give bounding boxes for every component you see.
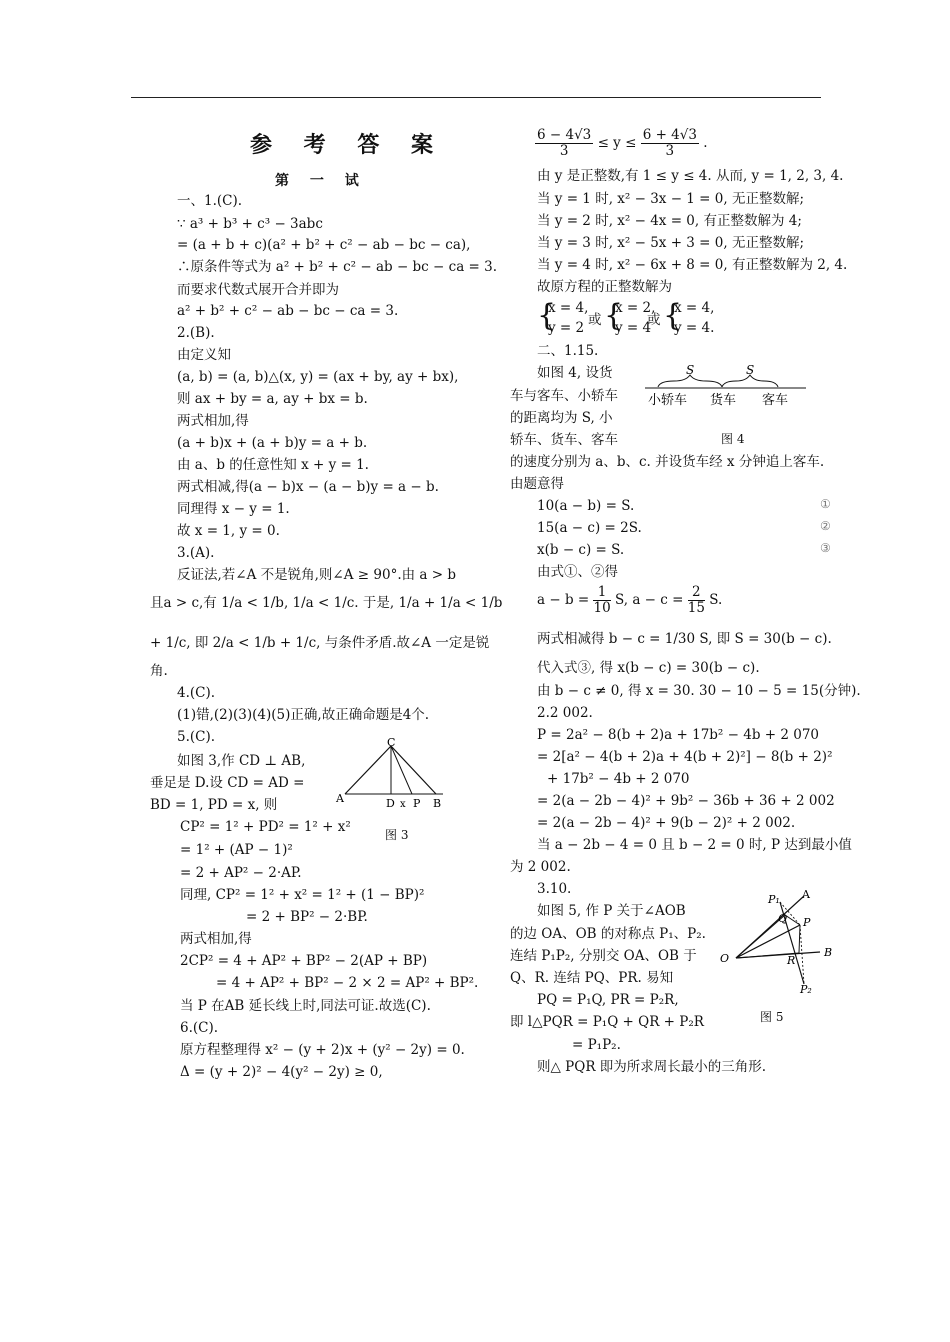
text-line: + 1/c, 即 2/a < 1/b + 1/c, 与条件矛盾.故∠A 一定是锐 (150, 635, 490, 651)
text-line: = 2(a − 2b − 4)² + 9(b − 2)² + 2 002. (537, 815, 796, 831)
text-line: 两式相减得 b − c = 1/30 S, 即 S = 30(b − c). (537, 631, 832, 647)
fig5-label: P₂ (800, 983, 812, 996)
text-line: 由式①、②得 (537, 564, 618, 580)
fig3-caption: 图 3 (385, 828, 409, 842)
ineq-middle: ≤ y ≤ (597, 135, 637, 151)
text-line: 故原方程的正整数解为 (537, 279, 672, 295)
frac-denominator: 10 (593, 600, 611, 616)
text-line: 代入式③, 得 x(b − c) = 30(b − c). (537, 660, 760, 676)
fig4-label: 客车 (762, 393, 789, 408)
text-line: x(b − c) = S. (537, 542, 625, 558)
text-line: 反证法,若∠A 不是锐角,则∠A ≥ 90°.由 a > b (177, 567, 456, 583)
text-line: 如图 4, 设货 (537, 365, 613, 381)
text-line: 6.(C). (180, 1020, 219, 1036)
text-line: 则 ax + by = a, ay + bx = b. (177, 391, 368, 407)
text-line: 由 b − c ≠ 0, 得 x = 30. 30 − 10 − 5 = 15(分钟). (537, 683, 861, 699)
fig3-label: D (386, 797, 395, 810)
text-line: 当 y = 4 时, x² − 6x + 8 = 0, 有正整数解为 2, 4. (537, 257, 848, 273)
ineq-upper-numerator: 6 + 4√3 (642, 127, 697, 143)
text-line: 且a > c,有 1/a < 1/b, 1/a < 1/c. 于是, 1/a + 1/a < 1/b (150, 595, 503, 611)
frac-line-mid: S, a − c = (614, 592, 684, 608)
text-line: Δ = (y + 2)² − 4(y² − 2y) ≥ 0, (180, 1064, 383, 1080)
fig3-label: B (433, 797, 442, 810)
frac-line-tail: S. (709, 592, 723, 608)
system-line: y = 4 (615, 320, 652, 336)
text-line: 如图 5, 作 P 关于∠AOB (537, 903, 686, 919)
fig5-label: Q (778, 912, 788, 925)
text-line: = 1² + (AP − 1)² (180, 842, 293, 858)
fig5-label: B (824, 946, 833, 959)
system-line: y = 2 (548, 320, 585, 336)
text-line: 4.(C). (177, 685, 216, 701)
ineq-tail: . (703, 135, 708, 151)
system-or: 或 (588, 312, 602, 328)
text-line: 同理, CP² = 1² + x² = 1² + (1 − BP)² (180, 887, 425, 903)
text-line: a² + b² + c² − ab − bc − ca = 3. (177, 303, 399, 319)
text-line: 由 a、b 的任意性知 x + y = 1. (177, 457, 369, 473)
text-line: 两式相加,得 (177, 413, 249, 429)
fig4-label: 小轿车 (648, 393, 688, 408)
header-rule (131, 97, 821, 98)
text-line: 当 y = 2 时, x² − 4x = 0, 有正整数解为 4; (537, 213, 802, 229)
equation-number: ③ (820, 541, 831, 555)
brace-icon: { (663, 298, 683, 333)
inequality-line (535, 128, 708, 159)
text-line: PQ = P₁Q, PR = P₂R, (537, 992, 679, 1008)
fig3-label: x (400, 799, 406, 810)
text-line: 2.2 002. (537, 705, 593, 721)
text-line: 当 y = 1 时, x² − 3x − 1 = 0, 无正整数解; (537, 191, 804, 207)
text-line: 3.10. (537, 881, 572, 897)
text-line: (a, b) = (a, b)△(x, y) = (ax + by, ay + bx), (177, 369, 459, 385)
text-line: ∴原条件等式为 a² + b² + c² − ab − bc − ca = 3. (177, 259, 498, 275)
text-line: = 2(a − 2b − 4)² + 9b² − 36b + 36 + 2 002 (537, 793, 835, 809)
text-line: (a + b)x + (a + b)y = a + b. (177, 435, 368, 451)
text-line: 2.(B). (177, 325, 215, 341)
text-line: 原方程整理得 x² − (y + 2)x + (y² − 2y) = 0. (180, 1042, 465, 1058)
text-line: 15(a − c) = 2S. (537, 520, 642, 536)
text-line: = 2 + AP² − 2·AP. (180, 865, 302, 881)
system-line: x = 4, (548, 300, 589, 316)
text-line: 3.(A). (177, 545, 215, 561)
text-line: = P₁P₂. (572, 1037, 621, 1053)
text-line: = 2[a² − 4(b + 2)a + 4(b + 2)²] − 8(b + 2)² (537, 749, 833, 765)
text-line: 为 2 002. (510, 859, 571, 875)
text-line: 的速度分别为 a、b、c. 并设货车经 x 分钟追上客车. (510, 454, 825, 470)
text-line: P = 2a² − 8(b + 2)a + 17b² − 4b + 2 070 (537, 727, 820, 743)
text-line: 两式相加,得 (180, 931, 252, 947)
fig5-label: P₁ (768, 893, 780, 906)
text-line: 车与客车、小轿车 (510, 388, 618, 404)
figure-4 (640, 364, 810, 410)
frac-numerator: 1 (593, 585, 610, 601)
fig4-label: S (746, 364, 755, 377)
ineq-denominator: 3 (665, 143, 675, 159)
text-line: 由定义知 (177, 347, 231, 363)
text-line: 5.(C). (177, 729, 216, 745)
brace-icon: { (604, 298, 624, 333)
fraction-line (537, 585, 722, 616)
text-line: 当 y = 3 时, x² − 5x + 3 = 0, 无正整数解; (537, 235, 804, 251)
text-line: 即 l△PQR = P₁Q + QR + P₂R (510, 1014, 704, 1030)
fig3-label: P (413, 797, 421, 810)
equation-number: ① (820, 497, 831, 511)
figure-5 (716, 888, 840, 996)
text-line: = (a + b + c)(a² + b² + c² − ab − bc − ca), (177, 237, 471, 253)
section-subtitle: 第 一 试 (275, 173, 367, 189)
text-line: 由题意得 (510, 476, 564, 492)
text-line: 则△ PQR 即为所求周长最小的三角形. (537, 1059, 767, 1075)
text-line: Q、R. 连结 PQ、PR. 易知 (510, 970, 674, 986)
text-line: 角. (150, 663, 168, 679)
brace-icon: { (537, 298, 557, 333)
text-line: 10(a − b) = S. (537, 498, 635, 514)
fig5-caption: 图 5 (760, 1010, 784, 1024)
fig5-label: P (803, 916, 811, 929)
fig3-label: A (336, 792, 344, 805)
ineq-denominator: 3 (559, 143, 569, 159)
fig4-caption: 图 4 (721, 432, 745, 446)
system-or: 或 (647, 312, 661, 328)
system-line: y = 4. (674, 320, 715, 336)
frac-denominator: 15 (687, 600, 705, 616)
system-line: x = 4, (674, 300, 715, 316)
text-line: 轿车、货车、客车 (510, 432, 618, 448)
fig5-label: R (787, 954, 796, 967)
fig3-label: C (387, 736, 396, 749)
text-line: = 2 + BP² − 2·BP. (246, 909, 368, 925)
equation-number: ② (820, 519, 831, 533)
ineq-lower-numerator: 6 − 4√3 (537, 127, 592, 143)
text-line: 而要求代数式展开合并即为 (177, 282, 339, 298)
text-line: 如图 3,作 CD ⊥ AB, (177, 753, 306, 769)
text-line: 故 x = 1, y = 0. (177, 523, 280, 539)
text-line: BD = 1, PD = x, 则 (150, 797, 278, 813)
figure-3 (333, 736, 453, 812)
text-line: 连结 P₁P₂, 分别交 OA、OB 于 (510, 948, 697, 964)
text-line: 两式相减,得(a − b)x − (a − b)y = a − b. (177, 479, 439, 495)
text-line: (1)错,(2)(3)(4)(5)正确,故正确命题是4个. (177, 707, 430, 723)
frac-numerator: 2 (688, 585, 705, 601)
text-line: 的边 OA、OB 的对称点 P₁、P₂. (510, 926, 706, 942)
text-line: + 17b² − 4b + 2 070 (547, 771, 690, 787)
fig5-label: A (802, 888, 810, 901)
text-line: ∵ a³ + b³ + c³ − 3abc (177, 216, 323, 232)
text-line: 2CP² = 4 + AP² + BP² − 2(AP + BP) (180, 953, 428, 969)
text-line: 当 P 在AB 延长线上时,同法可证.故选(C). (180, 998, 431, 1014)
fig5-label: O (720, 952, 730, 965)
text-line: 二、1.15. (537, 343, 599, 359)
text-line: 当 a − 2b − 4 = 0 且 b − 2 = 0 时, P 达到最小值 (537, 837, 852, 853)
fig4-label: 货车 (710, 393, 737, 408)
fig4-label: S (686, 364, 695, 377)
text-line: 同理得 x − y = 1. (177, 501, 290, 517)
text-line: 垂足是 D.设 CD = AD = (150, 775, 305, 791)
text-line: 由 y 是正整数,有 1 ≤ y ≤ 4. 从而, y = 1, 2, 3, 4. (537, 168, 844, 184)
text-line: 一、1.(C). (177, 193, 243, 209)
text-line: = 4 + AP² + BP² − 2 × 2 = AP² + BP². (216, 975, 479, 991)
system-line: x = 2, (615, 300, 656, 316)
text-line: CP² = 1² + PD² = 1² + x² (180, 819, 351, 835)
frac-line-lhs: a − b = (537, 592, 590, 608)
text-line: 的距离均为 S, 小 (510, 410, 613, 426)
page-title: 参 考 答 案 (250, 132, 445, 158)
